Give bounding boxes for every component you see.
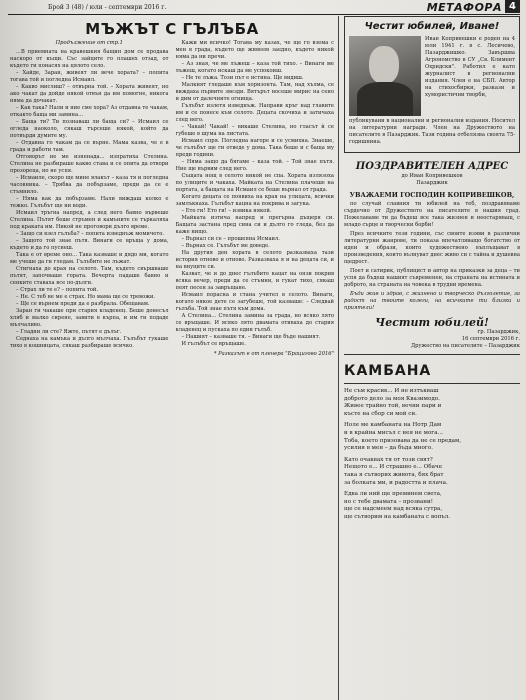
paragraph: Казват, че и до днес гълъбите кацат на онзи покрив всяка вечер, преди да се стъмни, и гукат тихо, сякаш пеят песен за завръщане.	[175, 271, 334, 291]
paragraph: – Върнал си се – прошепна Исмаил.	[181, 236, 280, 242]
paragraph: Малкият гледаше към хоризонта. Там, над хълма, се виждаха първите звезди. Вятърът носеше мирис на сено и дим от далечните огнища.	[175, 82, 334, 102]
bio-side-text: Иван Копривешки е роден на 4 юли 1941 г. в с. Лесичево, Пазарджишко. Завършва Агрономство в СУ „Св. Климент Охридски". Работил е като журналист в регионални издания. Член е на СБП. Автор на стихосбирки, разкази и хумористични творби,	[425, 36, 515, 98]
poem-body	[344, 388, 520, 522]
story-column-2-body	[176, 40, 335, 348]
paragraph: Седнаха на камъка и дълго мълчаха. Гълъбът гукаше тихо в кошницата, сякаш разбираше всичко.	[10, 336, 169, 349]
profile	[349, 36, 515, 116]
paragraph: – Няма как да побързаме. Нали виждаш колко е тежко. Гълъбът ще ни води.	[10, 196, 169, 209]
section-divider	[344, 354, 520, 355]
column-divider	[338, 16, 339, 700]
address-recipient: до Иван Копривешков Пазарджик	[401, 173, 463, 186]
paragraph: Исмаил тръгна напред, а след него бавно вървеше Стелина. Пътят беше стръмен и камъните се търкаляха под краката им. Никой не проговори дълго време.	[10, 210, 169, 230]
paragraph: Когато децата се появиха на края на улицата, всички замлъкнаха. Гълъбът кацна на покрива и загука.	[175, 194, 334, 207]
poem-stanza: Като очаквах тя от този свят? Нещото е... И страшно е... Обаче така я сътворих живота, бях брат за болката ми, и радостта и плача.	[344, 456, 448, 486]
paragraph: по случай славния ти юбилей на теб, поздравяваме сърдечно от Дружеството на писателите в нашия град. Пожелаваме ти да бъдеш все така жизнен и неостаряващ, с младо сърце и творчески борби!	[344, 201, 520, 228]
poem-stanza: Не съм красив... И не изтъкваш доброто дело за моя Квазимодо. Живее трайно той, вечни пари и късте на сбор си мой си.	[344, 388, 442, 417]
portrait-face	[369, 46, 399, 84]
portrait-photo	[349, 36, 421, 116]
sidebar-section	[344, 16, 520, 700]
paragraph: Гълъбът излетя изведнъж. Направи кръг над главите им и се понесе към селото. Децата скочиха и затичаха след него.	[175, 103, 334, 123]
address-salutation: УВАЖАЕМИ ГОСПОДИН КОПРИВЕШКОВ,	[349, 191, 515, 199]
paragraph: – Страх ли те е? – попита той.	[16, 287, 99, 293]
poem-stanza: Едва ли ний ще преминем света, но с тебе двамата – прозвани! ще се надсмеем над всяка сутра, ще сътворим на камбаната с вопъл.	[344, 491, 451, 520]
paragraph: Исмаил спря. Погледна нагоре и се усмихна. Знаеше, че гълъбът ще ги отведе у дома. Така беше и с баща му преди години.	[175, 138, 334, 158]
address-place-date: гр. Пазарджик, 16 септември 2016 г. Дружество на писателите – Пазарджик	[410, 329, 520, 349]
poem-title-rule	[344, 383, 520, 384]
story-title: МЪЖЪТ С ГЪЛЪБА	[85, 20, 259, 38]
paragraph: Исмаил порасна и стана учител в селото. Винаги, когато някое дете се загубеше, той казваше: – Следвай гълъба. Той знае пътя към дома.	[175, 292, 334, 312]
paragraph: Отговорът не ме изненада... изпратиха Стелина. Стелина не разбираше какво става и се опита да отвори прозореца, но не успя.	[10, 154, 169, 174]
paragraph: На другия ден хората в селото разказваха тази история отново и отново. Разказваха я и на децата си, и на внуците си.	[175, 250, 334, 270]
paragraph: – Отдавна го чакам да се върне. Мама казва, че е в града и работи там.	[10, 140, 169, 153]
address-signature: Честит юбилей!	[375, 316, 489, 329]
address-title: ПОЗДРАВИТЕЛЕН АДРЕС	[355, 161, 509, 172]
masthead: МЕТАФОРА	[426, 1, 502, 14]
bio-full-text: публикувани в национални и регионални издания. Носител на литературни награди. Член на Дружеството на писателите в Пазарджик. Тази година отбелязва своята 75-годишнина.	[349, 118, 515, 145]
paragraph: – Ще се върнем преди да е разбрала. Обещавам.	[16, 301, 150, 307]
story-column-1	[10, 40, 169, 695]
story-byline: Продължение от стр.1	[55, 40, 123, 46]
paragraph: – Как така? Нали и ние сме хора? Аз отдавна те чакам, откакто баща ми замина...	[10, 105, 169, 118]
story-section	[10, 16, 334, 700]
story-columns	[10, 40, 334, 695]
poem-title: КАМБАНА	[344, 363, 432, 379]
paragraph: Така е от време оно... Така казваше и дядо ми, когато ме учеше да ги гледам. Гълъбите не лъжат.	[10, 252, 169, 265]
paragraph: Стигнаха до края на селото. Там, където свършваше пътят, започваше гората. Вечерта падаше бавно и сенките ставаха все по-дълги.	[10, 266, 169, 286]
paragraph: – Нашият – казваше тя. – Винаги ще бъде нашият.	[181, 334, 321, 340]
page-number: 4	[505, 0, 520, 13]
paragraph: – Защото той знае пътя. Винаги се връща у дома, където и да го пуснеш.	[10, 238, 169, 251]
paragraph: И гълъбът се връщаше.	[181, 341, 246, 347]
paragraph: – Какво мислиш? – отвърна той. – Хората живеят, но ако чакат да дойде някой отвън да им помогне, никога няма да дочакат.	[10, 84, 169, 104]
paragraph: – Върнах се. Гълъбът ме доведе.	[181, 243, 270, 249]
paragraph: През всичките тези години, със своите изяви в различни литературни жанрове, ти показа впечатляващо богатство от идеи и образи, които художествено въплъщават в произведения, които вълнуват днес живо си с тайна и душевна щедрост.	[344, 231, 520, 265]
paragraph: – Хайде, Заран, живеят ли вече хората? – попита тогава той и погледна Исмаил.	[10, 70, 169, 83]
greeting-title: Честит юбилей, Иване!	[364, 21, 500, 32]
paragraph: Поет и сатирик, публицист и автор на приказки за деца – ти успя да бъдеш нашият съвременен, на страната на истината и доброто, на страната на човека в трудни времена.	[344, 268, 520, 288]
paragraph: Заран ги чакаше при стария кладенец. Беше донесъл хляб и малко сирене, завити в кърпа, и им ги подаде мълчаливо.	[10, 308, 169, 328]
address-closing: Бъди жив и здрав, с жизнено и творческо дълголетие, за радост на твоите колеги, на всичките ти близки и приятели!	[344, 291, 520, 311]
paragraph: – Не. С теб не ме е страх. Но мама ще се тревожи.	[16, 294, 156, 300]
paragraph: Майката изтича напред и прегърна дъщеря си. Бащата застана пред сина си и дълго го гледа, без да каже нищо.	[175, 215, 334, 235]
poem-stanza: Ноле ме камбаната на Нотр Дам и в крайна мисъл с нея не мога... Тоба, което призовава да не се предам, усилия в мен – да бъда много.	[344, 422, 462, 452]
paragraph: – Аз зная, че ме лъжеш – каза той тихо. – Винаги ме лъжеш, когато искаш да ме успокоиш.	[175, 61, 334, 74]
address-body	[344, 201, 520, 312]
paragraph: – Ето ги! Ето ги! – извика някой.	[181, 208, 272, 214]
paragraph: – Исмаиле, скоро ще мине влакът – каза тя и погледна часовника. – Трябва да побързаме, преди да се е стъмнило.	[10, 175, 169, 195]
story-column-1-body	[10, 49, 169, 350]
issue-info: Брой 3 (48) / юли - септември 2016 г.	[48, 3, 167, 11]
paragraph: Кажи ми всичко! Тогава му казах, че ще го взема с мен в града, където ще живеем заедно, където никой няма да ни пречи.	[175, 40, 334, 60]
paragraph: – Баща ти? Ти познаваш ли баща си? – Исмаил се огледа наоколо, сякаш търсеше някой, който да потвърди думите му.	[10, 119, 169, 139]
address-paragraphs	[344, 201, 520, 289]
paragraph: Същата нощ в селото никой не спа. Хората излязоха по улиците и чакаха. Майката на Стелина плачеше на портата, а бащата на Исмаил се беше върнал от града.	[175, 173, 334, 193]
paragraph: – Защо си взел гълъба? – попита изведнъж момичето.	[16, 231, 164, 237]
paragraph: – Гладни ли сте? Яжте, пътят е дълъг.	[16, 329, 122, 335]
story-column-2	[176, 40, 335, 695]
paragraph: – Няма защо да бягаме – каза той. – Той знае пътя. Ние ще вървим след него.	[175, 159, 334, 172]
story-footnote: * Разказът е от пленера "Брацигово 2016"	[213, 351, 334, 357]
paragraph: – Не те лъжа. Този път е истина. Ще видиш.	[181, 75, 304, 81]
paragraph: А Стелина... Стелина замина за града, но всяко лято се връщаше. И всяко лято двамата отиваха до стария кладенец и пускаха по един гълъб.	[175, 313, 334, 333]
portrait-body	[357, 82, 413, 116]
paragraph: – Чакай! Чакай! – викаше Стелина, но гласът ѝ се губеше в шума на листата.	[175, 124, 334, 137]
page-header	[8, 0, 520, 15]
greeting-box	[344, 16, 520, 153]
paragraph: ...В приемната на кравешкия бащин дом се продава наскоро от къщи. Със зайците го плашех отзад, от където ги понасях на цялото село.	[10, 49, 169, 69]
